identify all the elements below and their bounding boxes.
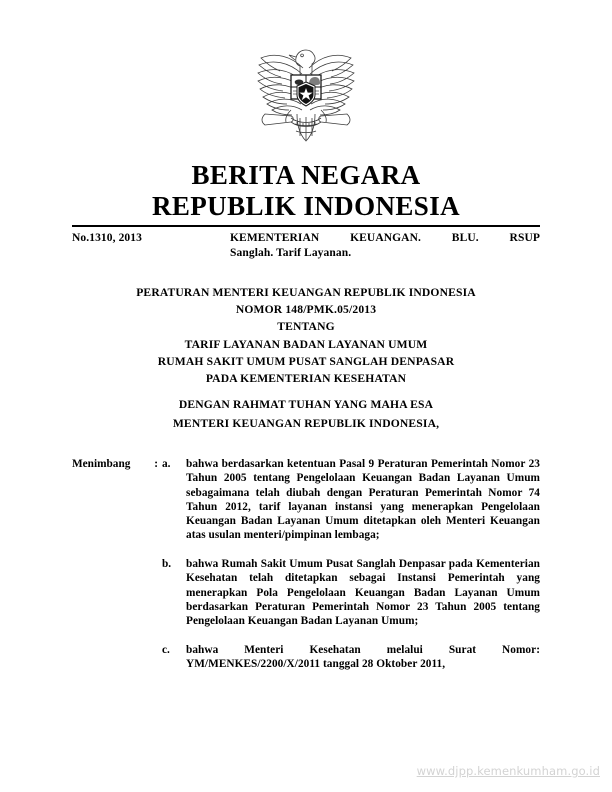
consideration-text-c: bahwa Menteri Kesehatan melalui Surat Nomor: YM/MENKES/2200/X/2011 tanggal 28 Oktober 2011, — [186, 643, 540, 670]
garuda-pancasila-emblem — [0, 38, 612, 155]
invocation-line-1: DENGAN RAHMAT TUHAN YANG MAHA ESA — [178, 398, 434, 411]
garuda-emblem-svg — [247, 38, 365, 150]
consideration-item-a — [72, 457, 540, 543]
considerations-label-colon: : — [154, 458, 158, 470]
invocation-block — [72, 396, 540, 433]
title-line-6: PADA KEMENTERIAN KESEHATAN — [205, 372, 407, 386]
masthead-divider — [72, 225, 540, 227]
gazette-subject-line-1: KEMENTERIAN KEUANGAN. BLU. RSUP — [230, 232, 540, 244]
title-line-5: RUMAH SAKIT UMUM PUSAT SANGLAH DENPASAR — [157, 354, 455, 368]
title-line-1: PERATURAN MENTERI KEUANGAN REPUBLIK INDONESIA — [136, 286, 476, 299]
consideration-text-b: bahwa Rumah Sakit Umum Pusat Sanglah Denpasar pada Kementerian Kesehatan telah ditetapkan sebagai Instansi Pemerintah yang menerapkan Pola Pengelolaan Keuangan Badan Layanan Umum berdasarkan Peraturan Pemerintah Nomor 23 Tahun 2005 tentang Pengelolaan Keuangan Badan Layanan Umum; — [186, 557, 540, 628]
invocation-line-2: MENTERI KEUANGAN REPUBLIK INDONESIA, — [172, 416, 440, 430]
gazette-subject — [230, 231, 540, 260]
consideration-marker-a: a. — [162, 458, 171, 470]
considerations-label — [72, 457, 162, 471]
footer-watermark-url: www.djpp.kemenkumham.go.id — [416, 764, 600, 778]
consideration-marker-c: c. — [162, 643, 170, 656]
consideration-marker-b: b. — [162, 557, 172, 570]
title-line-3: TENTANG — [277, 320, 335, 334]
considerations-section — [72, 457, 540, 671]
gazette-number: No.1310, 2013 — [72, 232, 142, 244]
consideration-item-c — [72, 643, 540, 672]
gazette-header-row — [72, 231, 540, 260]
title-line-4: TARIF LAYANAN BADAN LAYANAN UMUM — [184, 337, 428, 351]
consideration-text-a: bahwa berdasarkan ketentuan Pasal 9 Peraturan Pemerintah Nomor 23 Tahun 2005 tentang Pengelolaan Keuangan Badan Layanan Umum sebagaimana telah diubah dengan Peraturan Pemerintah Nomor 74 Tahun 2012, tarif layanan instansi yang menerapkan Pengelolaan Keuangan Badan Layanan Umum ditetapkan oleh Menteri Keuangan atas usulan menteri/pimpinan lembaga; — [186, 458, 540, 542]
consideration-item-b — [72, 557, 540, 628]
considerations-label-text: Menimbang — [72, 458, 131, 470]
regulation-title-block — [72, 284, 540, 387]
gazette-subject-line-2: Sanglah. Tarif Layanan. — [230, 246, 352, 259]
masthead — [0, 160, 612, 222]
masthead-line-2: REPUBLIK INDONESIA — [151, 191, 460, 221]
title-line-2: NOMOR 148/PMK.05/2013 — [235, 303, 377, 317]
masthead-line-1: BERITA NEGARA — [191, 160, 421, 190]
